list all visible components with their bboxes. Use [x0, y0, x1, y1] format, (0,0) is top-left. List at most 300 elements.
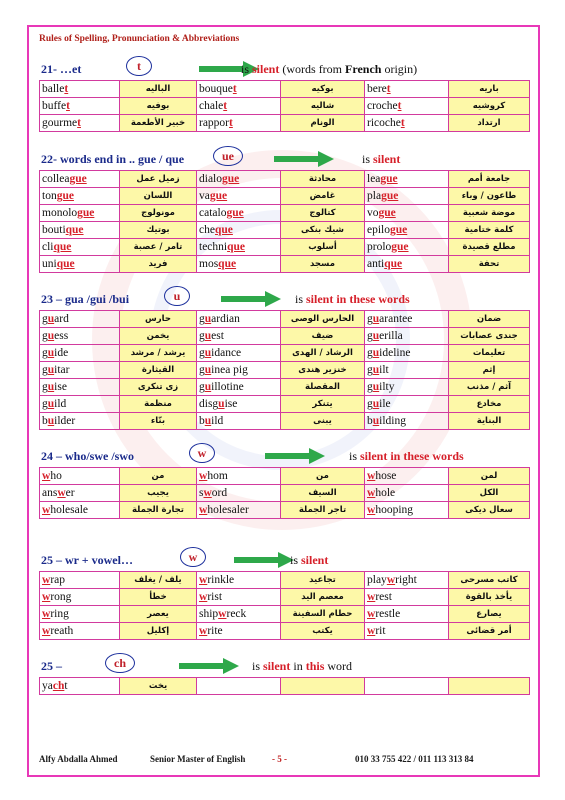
word-fragment: b: [199, 415, 205, 427]
english-word-cell: [40, 311, 120, 328]
rule-title: 21- …et: [41, 62, 82, 76]
arabic-meaning-cell: يخت: [120, 678, 197, 695]
arabic-meaning-cell: موضة شعبية: [449, 205, 530, 222]
arabic-meaning-cell: زى تنكرى: [120, 379, 197, 396]
english-word-cell: [197, 502, 281, 519]
silent-letter-highlight: u: [372, 313, 380, 325]
arabic-meaning-cell: [281, 678, 365, 695]
english-word-cell: [365, 171, 449, 188]
silent-letter-highlight: u: [47, 364, 55, 376]
word-fragment: rong: [50, 591, 72, 603]
table-row: [40, 502, 530, 519]
silent-letter-highlight: w: [42, 608, 51, 620]
english-word-cell: [40, 188, 120, 205]
word-fragment: g: [199, 330, 205, 342]
table-row: [40, 239, 530, 256]
english-word-cell: [197, 606, 281, 623]
word-fragment: b: [367, 415, 373, 427]
table-row: [40, 678, 530, 695]
arabic-meaning-cell: تاجر الجملة: [281, 502, 365, 519]
english-word-cell: [365, 678, 449, 695]
arabic-meaning-cell: القيثارة: [120, 362, 197, 379]
word-fragment: rest: [375, 591, 392, 603]
silent-letter-highlight: w: [367, 487, 376, 499]
english-word-cell: [365, 239, 449, 256]
word-fragment: g: [42, 313, 48, 325]
silent-letter-highlight: u: [204, 415, 212, 427]
rule-heading: [39, 60, 529, 80]
english-word-cell: [365, 115, 449, 132]
word-fragment: t: [64, 680, 68, 692]
arabic-meaning-cell: لمن: [449, 468, 530, 485]
arabic-meaning-cell: يأخذ بالقوة: [449, 589, 530, 606]
silent-letter-highlight: t: [397, 100, 402, 112]
rule-heading: [39, 551, 529, 571]
footer-phones: 010 33 755 422 / 011 113 313 84: [355, 754, 474, 764]
rule-title: 25 – wr + vowel…: [41, 553, 133, 567]
word-fragment: est: [211, 330, 224, 342]
silent-letter-highlight: gue: [77, 207, 95, 219]
silent-letter-highlight: que: [56, 258, 75, 270]
arabic-meaning-cell: يجيب: [120, 485, 197, 502]
silent-letter-highlight: w: [199, 470, 208, 482]
table-row: [40, 345, 530, 362]
vocabulary-table: [39, 467, 530, 519]
table-row: [40, 362, 530, 379]
word-fragment: g: [42, 347, 48, 359]
english-word-cell: [40, 606, 120, 623]
word-fragment: g: [42, 330, 48, 342]
silent-letter-highlight: gue: [390, 224, 408, 236]
arabic-meaning-cell: يلف / يغلف: [120, 572, 197, 589]
word-fragment: disg: [199, 398, 219, 410]
vocabulary-table: [39, 571, 530, 640]
word-fragment: rit: [375, 625, 386, 637]
word-fragment: ess: [54, 330, 69, 342]
silent-letter-highlight: t: [64, 83, 69, 95]
table-row: [40, 379, 530, 396]
arabic-meaning-cell: [449, 678, 530, 695]
silent-letter-highlight: w: [367, 591, 376, 603]
silent-letter-highlight: w: [367, 504, 376, 516]
english-word-cell: [197, 222, 281, 239]
arabic-meaning-cell: حارس: [120, 311, 197, 328]
english-word-cell: [40, 678, 120, 695]
rule-title: 24 – who/swe /swo: [41, 449, 135, 463]
description-fragment: is: [362, 152, 374, 166]
silent-letter-highlight: w: [42, 504, 51, 516]
english-word-cell: [40, 413, 120, 430]
arabic-meaning-cell: يصارع: [449, 606, 530, 623]
description-fragment: is: [295, 292, 307, 306]
word-fragment: illotine: [211, 381, 244, 393]
table-row: [40, 589, 530, 606]
silent-letter-highlight: gue: [226, 207, 244, 219]
english-word-cell: [40, 485, 120, 502]
arabic-meaning-cell: معصم اليد: [281, 589, 365, 606]
word-fragment: bouque: [199, 83, 233, 95]
english-word-cell: [197, 413, 281, 430]
silent-letter-highlight: u: [47, 381, 55, 393]
silent-letter-highlight: ch: [52, 680, 65, 692]
english-word-cell: [365, 328, 449, 345]
english-word-cell: [197, 468, 281, 485]
word-fragment: g: [367, 364, 373, 376]
silent-letter-highlight: w: [57, 487, 66, 499]
word-fragment: g: [42, 398, 48, 410]
word-fragment: rappor: [199, 117, 230, 129]
word-fragment: reck: [226, 608, 247, 620]
arabic-meaning-cell: بوكيه: [281, 81, 365, 98]
table-row: [40, 188, 530, 205]
english-word-cell: [197, 188, 281, 205]
arabic-meaning-cell: تحفة: [449, 256, 530, 273]
silent-letter-highlight: w: [199, 625, 208, 637]
word-fragment: pla: [367, 190, 382, 202]
word-fragment: er: [65, 487, 75, 499]
word-fragment: g: [367, 347, 373, 359]
word-fragment: g: [199, 313, 205, 325]
word-fragment: hom: [207, 470, 228, 482]
word-fragment: rite: [207, 625, 223, 637]
silent-letter-highlight: t: [66, 100, 70, 112]
english-word-cell: [365, 589, 449, 606]
silent-letter-highlight: gue: [380, 173, 398, 185]
arabic-meaning-cell: ضمان: [449, 311, 530, 328]
english-word-cell: [365, 606, 449, 623]
silent-letter-highlight: gue: [222, 173, 240, 185]
silent-letter-highlight: w: [218, 608, 227, 620]
english-word-cell: [365, 311, 449, 328]
arabic-meaning-cell: إثم: [449, 362, 530, 379]
silent-letter-highlight: w: [199, 591, 208, 603]
english-word-cell: [197, 678, 281, 695]
english-word-cell: [197, 362, 281, 379]
english-word-cell: [40, 572, 120, 589]
silent-letter-highlight: gue: [56, 190, 74, 202]
footer-role: Senior Master of English: [150, 754, 246, 764]
arabic-meaning-cell: ضيف: [281, 328, 365, 345]
table-row: [40, 98, 530, 115]
word-fragment: hose: [375, 470, 397, 482]
arabic-meaning-cell: كلمة ختامية: [449, 222, 530, 239]
word-fragment: dialo: [199, 173, 222, 185]
green-arrow-icon: [221, 291, 281, 311]
rule-description: [241, 62, 417, 77]
description-fragment: in: [290, 659, 306, 673]
english-word-cell: [40, 256, 120, 273]
word-fragment: hooping: [375, 504, 414, 516]
silent-letter-highlight: gue: [391, 241, 409, 253]
word-fragment: chale: [199, 100, 224, 112]
table-row: [40, 171, 530, 188]
arabic-meaning-cell: جامعة أمم: [449, 171, 530, 188]
description-fragment: is: [349, 449, 361, 463]
rule-section-4: [39, 447, 529, 519]
arabic-meaning-cell: غامض: [281, 188, 365, 205]
arabic-meaning-cell: اللسان: [120, 188, 197, 205]
english-word-cell: [40, 345, 120, 362]
word-fragment: ans: [42, 487, 58, 499]
vocabulary-table: [39, 310, 530, 430]
english-word-cell: [40, 81, 120, 98]
silent-letter-highlight: w: [42, 470, 51, 482]
word-fragment: erilla: [379, 330, 403, 342]
silent-letter-circle: w: [180, 547, 206, 567]
english-word-cell: [40, 362, 120, 379]
word-fragment: inea pig: [211, 364, 248, 376]
arabic-meaning-cell: أسلوب: [281, 239, 365, 256]
arabic-meaning-cell: فريد: [120, 256, 197, 273]
word-fragment: ideline: [379, 347, 411, 359]
table-row: [40, 222, 530, 239]
word-fragment: epilo: [367, 224, 390, 236]
word-fragment: g: [199, 364, 205, 376]
word-fragment: itar: [54, 364, 70, 376]
arabic-meaning-cell: السيف: [281, 485, 365, 502]
green-arrow-icon: [274, 151, 334, 171]
description-fragment: (words from: [279, 62, 346, 76]
word-fragment: bouti: [42, 224, 66, 236]
silent-letter-highlight: t: [77, 117, 81, 129]
arabic-meaning-cell: كروشيه: [449, 98, 530, 115]
english-word-cell: [365, 222, 449, 239]
english-word-cell: [197, 256, 281, 273]
english-word-cell: [40, 171, 120, 188]
word-fragment: gourme: [42, 117, 78, 129]
green-arrow-icon: [179, 658, 239, 678]
word-fragment: prolo: [367, 241, 392, 253]
silent-letter-highlight: w: [367, 608, 376, 620]
rule-description: [349, 449, 464, 464]
silent-letter-highlight: w: [386, 574, 396, 586]
word-fragment: g: [199, 381, 205, 393]
word-fragment: ild: [211, 415, 224, 427]
english-word-cell: [197, 115, 281, 132]
word-fragment: collea: [42, 173, 70, 185]
arabic-meaning-cell: يكتب: [281, 623, 365, 640]
table-row: [40, 81, 530, 98]
arabic-meaning-cell: بنّاء: [120, 413, 197, 430]
silent-letter-highlight: u: [372, 330, 380, 342]
word-fragment: ricoche: [367, 117, 401, 129]
english-word-cell: [365, 468, 449, 485]
english-word-cell: [197, 345, 281, 362]
description-fragment: silent in these words: [360, 449, 464, 463]
english-word-cell: [40, 589, 120, 606]
english-word-cell: [365, 396, 449, 413]
english-word-cell: [365, 362, 449, 379]
silent-letter-highlight: u: [204, 347, 212, 359]
silent-letter-highlight: gue: [378, 207, 396, 219]
word-fragment: ilt: [379, 364, 389, 376]
word-fragment: techni: [199, 241, 228, 253]
arabic-meaning-cell: بوفيه: [120, 98, 197, 115]
word-fragment: s: [199, 487, 204, 499]
word-fragment: b: [42, 415, 48, 427]
rule-description: [362, 152, 400, 167]
silent-letter-highlight: gue: [209, 190, 228, 202]
rule-section-1: [39, 60, 529, 132]
english-word-cell: [365, 205, 449, 222]
arabic-meaning-cell: حطام السفينة: [281, 606, 365, 623]
rule-heading: [39, 290, 529, 310]
arabic-meaning-cell: من: [281, 468, 365, 485]
description-fragment: word: [324, 659, 353, 673]
arabic-meaning-cell: تامر / عصبة: [120, 239, 197, 256]
word-fragment: vo: [367, 207, 379, 219]
english-word-cell: [197, 485, 281, 502]
word-fragment: che: [199, 224, 215, 236]
silent-letter-highlight: w: [42, 591, 51, 603]
table-row: [40, 205, 530, 222]
english-word-cell: [197, 205, 281, 222]
word-fragment: g: [367, 330, 373, 342]
silent-letter-highlight: u: [218, 398, 225, 410]
english-word-cell: [40, 468, 120, 485]
green-arrow-icon: [265, 448, 325, 468]
arabic-meaning-cell: الحارس الوصى: [281, 311, 365, 328]
silent-letter-highlight: w: [42, 574, 51, 586]
description-fragment: is: [290, 553, 302, 567]
english-word-cell: [365, 502, 449, 519]
english-word-cell: [197, 171, 281, 188]
table-row: [40, 623, 530, 640]
arabic-meaning-cell: مخادع: [449, 396, 530, 413]
rule-description: [252, 659, 352, 674]
table-row: [40, 256, 530, 273]
arabic-meaning-cell: يرشد / مرشد: [120, 345, 197, 362]
page-header: Rules of Spelling, Pronunciation & Abbreviations: [39, 34, 240, 44]
arabic-meaning-cell: أمر قضائى: [449, 623, 530, 640]
silent-letter-highlight: u: [47, 347, 55, 359]
word-fragment: anti: [367, 258, 385, 270]
description-fragment: this: [305, 659, 325, 673]
silent-letter-circle: w: [189, 443, 215, 463]
silent-letter-circle: u: [164, 286, 190, 306]
table-row: [40, 606, 530, 623]
silent-letter-highlight: t: [229, 117, 233, 129]
silent-letter-highlight: t: [400, 117, 405, 129]
word-fragment: ardian: [211, 313, 240, 325]
word-fragment: holesaler: [207, 504, 249, 516]
silent-letter-highlight: que: [227, 241, 246, 253]
word-fragment: ton: [42, 190, 57, 202]
silent-letter-highlight: w: [367, 625, 376, 637]
english-word-cell: [365, 379, 449, 396]
word-fragment: balle: [42, 83, 65, 95]
silent-letter-highlight: gue: [381, 190, 399, 202]
arabic-meaning-cell: مسجد: [281, 256, 365, 273]
footer-page-number: - 5 -: [272, 754, 287, 764]
vocabulary-table: [39, 80, 530, 132]
silent-letter-highlight: u: [372, 364, 380, 376]
table-row: [40, 115, 530, 132]
word-fragment: g: [199, 347, 205, 359]
english-word-cell: [365, 98, 449, 115]
english-word-cell: [40, 205, 120, 222]
english-word-cell: [197, 311, 281, 328]
table-row: [40, 311, 530, 328]
word-fragment: ile: [379, 398, 391, 410]
rule-title: 25 –: [41, 659, 62, 673]
silent-letter-highlight: t: [232, 83, 237, 95]
english-word-cell: [365, 345, 449, 362]
silent-letter-highlight: u: [204, 330, 212, 342]
silent-letter-circle: t: [126, 56, 152, 76]
arabic-meaning-cell: خبير الأطعمة: [120, 115, 197, 132]
arabic-meaning-cell: محادثة: [281, 171, 365, 188]
english-word-cell: [365, 188, 449, 205]
silent-letter-highlight: que: [65, 224, 84, 236]
english-word-cell: [365, 572, 449, 589]
table-row: [40, 328, 530, 345]
english-word-cell: [40, 98, 120, 115]
english-word-cell: [40, 222, 120, 239]
silent-letter-highlight: w: [367, 470, 376, 482]
word-fragment: restle: [375, 608, 401, 620]
arabic-meaning-cell: شاليه: [281, 98, 365, 115]
word-fragment: rap: [50, 574, 65, 586]
word-fragment: ild: [54, 398, 67, 410]
rule-title: 22- words end in .. gue / que: [41, 152, 185, 166]
arabic-meaning-cell: مونولوج: [120, 205, 197, 222]
arabic-meaning-cell: خطأ: [120, 589, 197, 606]
arabic-meaning-cell: شيك بنكى: [281, 222, 365, 239]
word-fragment: ilder: [54, 415, 76, 427]
arabic-meaning-cell: تجارة الجملة: [120, 502, 197, 519]
silent-letter-highlight: u: [204, 381, 212, 393]
table-row: [40, 396, 530, 413]
table-row: [40, 413, 530, 430]
word-fragment: ship: [199, 608, 219, 620]
word-fragment: cli: [42, 241, 54, 253]
english-word-cell: [365, 623, 449, 640]
table-row: [40, 572, 530, 589]
word-fragment: ise: [224, 398, 238, 410]
word-fragment: idance: [211, 347, 242, 359]
english-word-cell: [197, 328, 281, 345]
word-fragment: g: [367, 381, 373, 393]
english-word-cell: [365, 81, 449, 98]
english-word-cell: [40, 623, 120, 640]
description-fragment: silent: [373, 152, 401, 166]
english-word-cell: [365, 413, 449, 430]
word-fragment: g: [367, 313, 373, 325]
table-row: [40, 468, 530, 485]
word-fragment: reath: [50, 625, 74, 637]
description-fragment: silent: [252, 62, 280, 76]
word-fragment: va: [199, 190, 210, 202]
word-fragment: ya: [42, 680, 53, 692]
arabic-meaning-cell: كاتب مسرحى: [449, 572, 530, 589]
silent-letter-highlight: que: [53, 241, 72, 253]
silent-letter-highlight: que: [384, 258, 403, 270]
vocabulary-table: [39, 677, 530, 695]
english-word-cell: [365, 256, 449, 273]
rule-heading: [39, 150, 529, 170]
silent-letter-highlight: w: [199, 574, 208, 586]
rule-heading: [39, 657, 529, 677]
arabic-meaning-cell: يخمن: [120, 328, 197, 345]
english-word-cell: [40, 379, 120, 396]
footer-author: Alfy Abdalla Ahmed: [39, 754, 118, 764]
description-fragment: is: [252, 659, 264, 673]
arabic-meaning-cell: إكليل: [120, 623, 197, 640]
rule-description: [295, 292, 410, 307]
rule-description: [290, 553, 328, 568]
vocabulary-table: [39, 170, 530, 273]
